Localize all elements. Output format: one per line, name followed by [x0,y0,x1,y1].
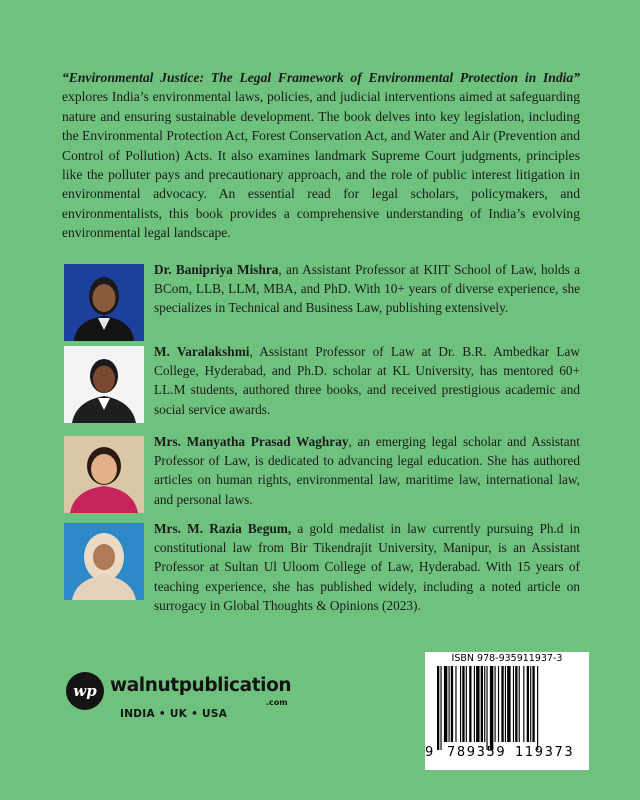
author-photo [64,264,144,341]
barcode-bar [455,666,456,742]
publisher-logo [66,672,296,712]
barcode-bar [495,666,496,742]
barcode-bar [466,666,467,742]
barcode-bar [437,666,439,750]
barcode-bar [498,666,499,742]
barcode-bar [530,666,531,742]
author-photo [64,523,144,600]
barcode-right-digits: 119373 [515,745,575,760]
barcode-bar [501,666,503,742]
author-description: , Assistant Professor of Law at Dr. B.R. Ambedkar Law College, Hyderabad, and Ph.D. scholar at KL University, has mentored 60+ LL.M students, authored three books, and received prestigious academic and social service awards. [154,344,580,417]
author-description: , an emerging legal scholar and Assistant Professor of Law, is dedicated to advancing legal education. She has authored articles on human rights, environmental law, maritime law, international law, and personal laws. [154,434,581,507]
barcode-bar [513,666,514,742]
author-bio [154,342,580,419]
barcode-bar [444,666,447,742]
barcode-bar [505,666,506,742]
author-name: Mrs. M. Razia Begum, [154,521,292,536]
author-entry [64,521,580,613]
author-bio [154,432,580,509]
author-name: M. Varalakshmi [154,344,250,359]
author-description: a gold medalist in law currently pursuing Ph.d in constitutional law from Bir Tikendrajit University, Manipur, is an Assistant Professor at Sultan Ul Uloom College of Law, Hyderabad. With 15 years of teaching experience, she has published widely, including a noted article on surrogacy in Global Thoughts & Opinions (2023). [154,521,580,613]
barcode-bar [507,666,510,742]
barcode-bar [440,666,441,750]
publisher-name: walnutpublication [110,675,292,696]
barcode-bar [481,666,483,742]
author-name: Dr. Banipriya Mishra [154,262,279,277]
author-description: , an Assistant Professor at KIIT School of Law, holds a BCom, LLB, LLM, MBA, and PhD. With 10+ years of diverse experience, she specializes in Technical and Business Law, publishing extensively. [154,262,581,316]
description-text: explores India’s environmental laws, policies, and judicial interventions aimed at safeguarding nature and ensuring sustainable development. The book delves into key legislation, including the Environmental Protection Act, Forest Conservation Act, and Water and Air (Prevention and Control of Pollution) Acts. It also examines landmark Supreme Court judgments, principles like the polluter pays and precautionary approach, and the role of public interest litigation in environmental advocacy. An essential read for legal scholars, policymakers, and environmentalists, this book provides a comprehensive understanding of India’s evolving environmental legal landscape. [62,89,580,241]
author-photo [64,346,144,423]
barcode-bar [527,666,529,742]
barcode-bar [486,666,487,750]
publisher-domain: .com [266,698,288,707]
barcode-bar [451,666,453,742]
barcode-bar [474,666,475,742]
publisher-regions: INDIA • UK • USA [120,708,228,720]
barcode-bar [484,666,485,742]
book-description [62,68,580,243]
barcode-bar [519,666,520,742]
barcode-bars [435,666,581,750]
author-name: Mrs. Manyatha Prasad Waghray [154,434,349,449]
barcode-bar [469,666,471,742]
barcode-bar [462,666,464,742]
barcode-lead-digit: 9 [425,745,434,760]
barcode-left-digits: 789359 [447,745,507,760]
author-entry [64,436,580,514]
isbn-barcode [425,652,589,770]
barcode-bar [515,666,517,742]
author-bio [154,260,580,318]
barcode-bar [537,666,538,750]
barcode-bar [523,666,524,742]
author-bio [154,519,580,615]
barcode-bar [532,666,534,742]
barcode-bar [449,666,450,742]
publisher-logo-mark: wp [66,672,104,710]
barcode-bar [490,666,493,750]
barcode-bar [460,666,461,742]
isbn-label: ISBN 978-935911937-3 [451,653,563,664]
barcode-bar [476,666,479,742]
author-photo [64,436,144,513]
author-entry [64,346,580,424]
book-title: “Environmental Justice: The Legal Framework of Environmental Protection in India” [62,70,580,85]
author-entry [64,264,580,342]
